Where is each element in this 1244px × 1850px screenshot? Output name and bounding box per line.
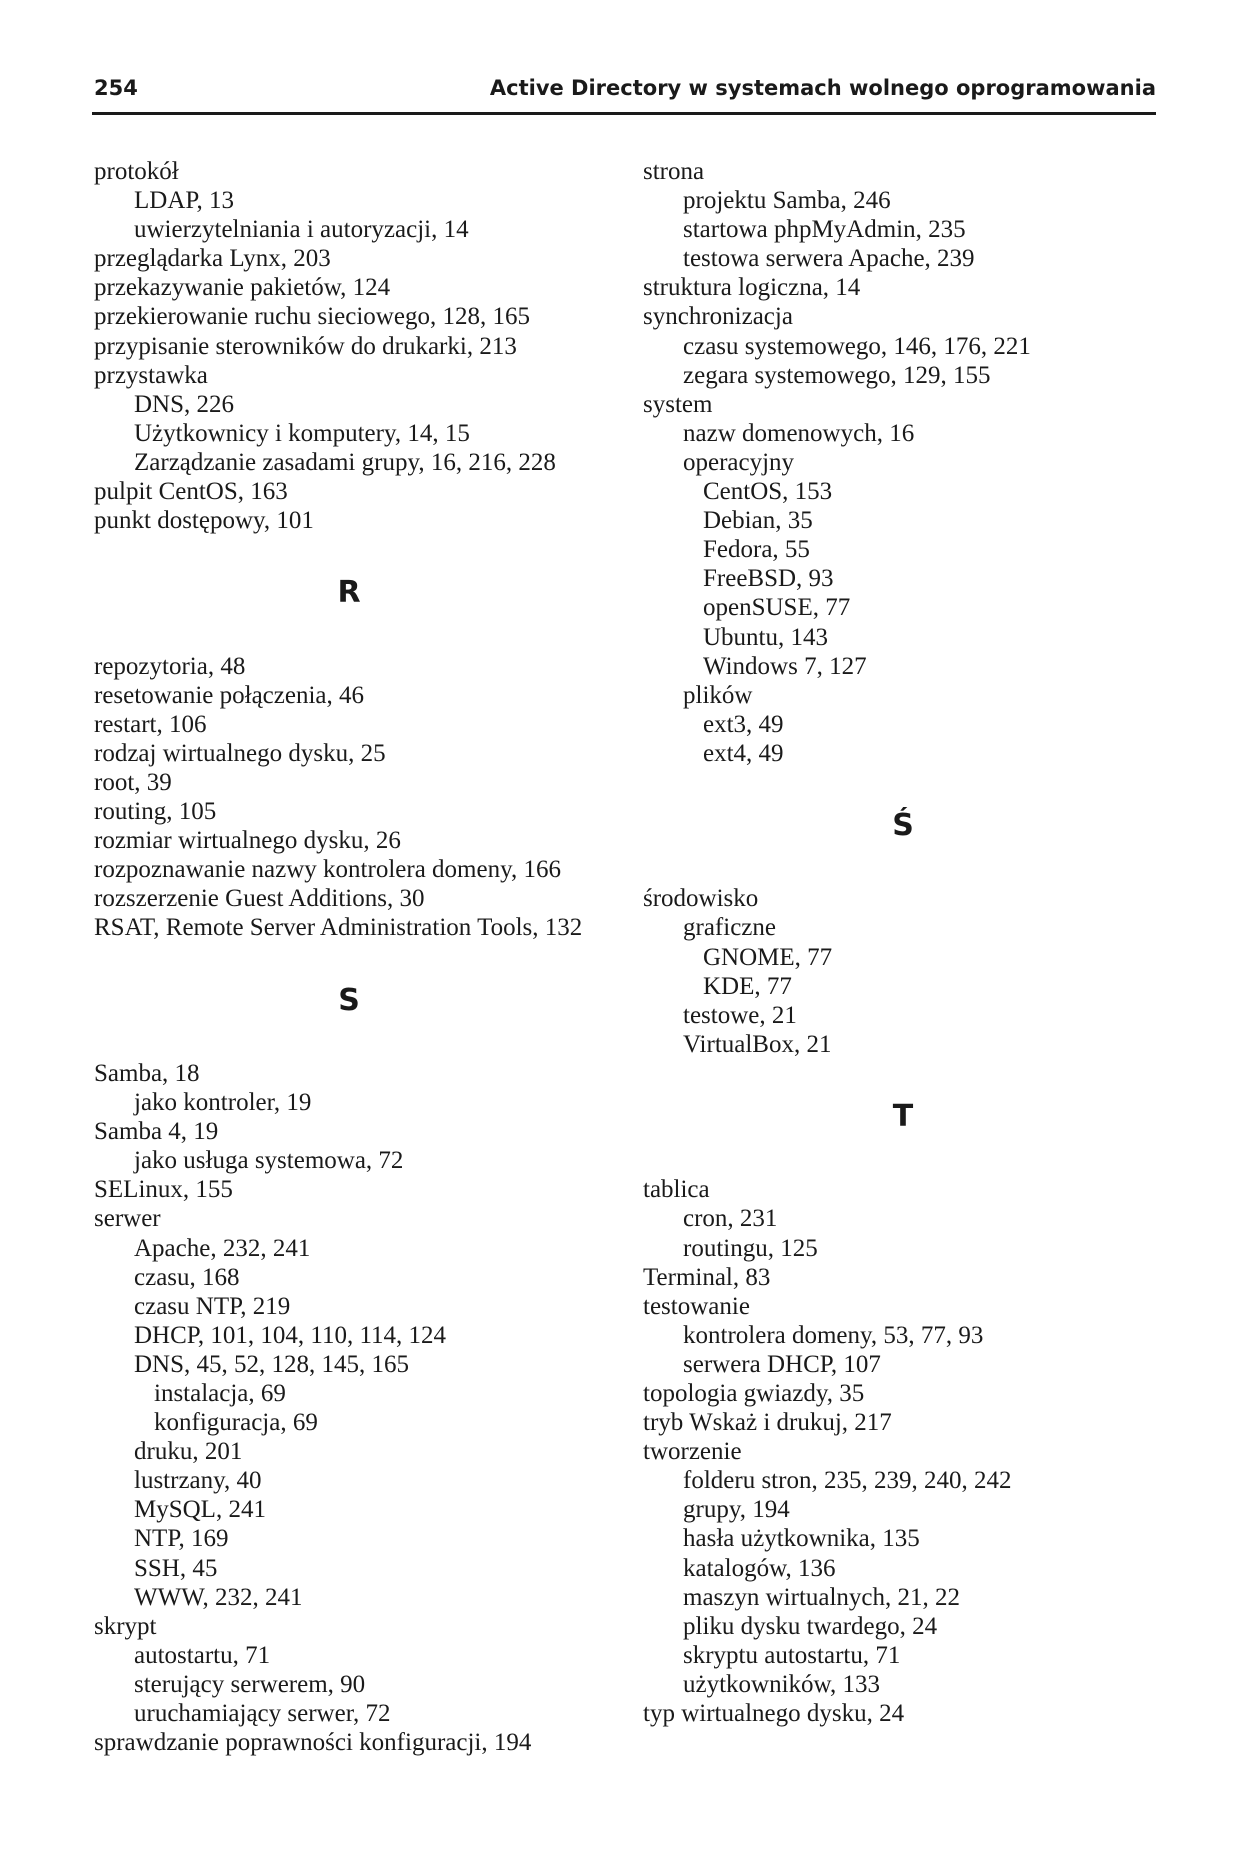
index-subentry: skryptu autostartu, 71 [683,1641,901,1669]
index-subentry: plików [683,681,753,709]
index-subentry: sterujący serwerem, 90 [134,1670,366,1698]
index-entry: typ wirtualnego dysku, 24 [643,1700,905,1727]
index-subentry: ext3, 49 [703,710,784,738]
index-entry: rozmiar wirtualnego dysku, 26 [94,827,401,855]
index-entry: sprawdzanie poprawności konfiguracji, 194 [94,1729,532,1757]
index-entry: Samba, 18 [94,1059,200,1087]
index-subentry: lustrzany, 40 [134,1467,262,1495]
index-subentry: routingu, 125 [683,1234,818,1262]
index-entry: rozszerzenie Guest Additions, 30 [94,885,425,913]
index-subentry: uwierzytelniania i autoryzacji, 14 [134,216,469,244]
index-subentry: DNS, 226 [134,390,235,418]
index-subentry: kontrolera domeny, 53, 77, 93 [683,1321,984,1349]
index-entry: root, 39 [94,768,172,796]
section-letter: Ś [892,807,914,843]
index-entry: pulpit CentOS, 163 [94,478,288,506]
index-subentry: graficzne [683,914,776,942]
index-subentry: uruchamiający serwer, 72 [134,1700,391,1727]
index-subentry: SSH, 45 [134,1554,218,1582]
index-subentry: Apache, 232, 241 [134,1234,311,1262]
index-entry: system [643,390,713,418]
index-subentry: jako usługa systemowa, 72 [134,1147,404,1175]
index-entry: restart, 106 [94,710,207,738]
index-subentry: CentOS, 153 [703,478,833,506]
index-subentry: folderu stron, 235, 239, 240, 242 [683,1467,1012,1495]
index-subentry: Ubuntu, 143 [703,623,828,651]
index-entry: rozpoznawanie nazwy kontrolera domeny, 166 [94,856,561,884]
index-entry: przekazywanie pakietów, 124 [94,274,391,302]
index-subentry: ext4, 49 [703,739,784,767]
index-subentry: czasu, 168 [134,1263,240,1291]
index-entry: protokół [94,158,179,185]
index-entry: resetowanie połączenia, 46 [94,681,365,709]
running-title: Active Directory w systemach wolnego oprogramowania [489,76,1156,100]
index-subentry: Debian, 35 [703,507,813,535]
index-entry: skrypt [94,1612,157,1640]
index-subentry: katalogów, 136 [683,1554,836,1582]
section-letter: S [338,982,360,1018]
index-entry: środowisko [643,885,759,913]
index-entry: tryb Wskaż i drukuj, 217 [643,1409,892,1437]
index-subentry: LDAP, 13 [134,187,235,215]
index-subentry: Fedora, 55 [703,536,810,564]
index-subentry: nazw domenowych, 16 [683,419,915,447]
index-subentry: KDE, 77 [703,972,792,1000]
index-column-left [94,157,604,1757]
index-subentry: VirtualBox, 21 [683,1030,832,1058]
index-entry: repozytoria, 48 [94,652,246,680]
index-column-right [643,157,1163,1728]
index-entry: przeglądarka Lynx, 203 [94,245,331,273]
section-letter: T [892,1098,914,1134]
index-subentry: pliku dysku twardego, 24 [683,1612,938,1640]
index-subentry: testowa serwera Apache, 239 [683,245,975,273]
index-subentry: zegara systemowego, 129, 155 [683,361,991,389]
index-entry: routing, 105 [94,798,217,826]
index-subentry: DNS, 45, 52, 128, 145, 165 [134,1350,410,1378]
index-entry: topologia gwiazdy, 35 [643,1379,865,1407]
index-subentry: czasu NTP, 219 [134,1292,291,1320]
index-entry: struktura logiczna, 14 [643,274,861,302]
index-subentry: projektu Samba, 246 [683,187,891,215]
index-subentry: Windows 7, 127 [703,652,867,680]
index-subentry: WWW, 232, 241 [134,1583,303,1611]
index-subentry: użytkowników, 133 [683,1670,880,1698]
section-letter: R [337,575,361,611]
index-entry: RSAT, Remote Server Administration Tools, 132 [94,914,583,942]
index-entry: tablica [643,1176,710,1204]
index-entry: SELinux, 155 [94,1176,233,1204]
index-subentry: Zarządzanie zasadami grupy, 16, 216, 228 [134,448,556,476]
index-subentry: testowe, 21 [683,1001,797,1029]
index-subentry: grupy, 194 [683,1496,790,1524]
index-subentry: maszyn wirtualnych, 21, 22 [683,1583,961,1611]
index-subentry: MySQL, 241 [134,1496,266,1524]
index-subentry: startowa phpMyAdmin, 235 [683,216,966,244]
page-header [92,72,1156,115]
index-entry: synchronizacja [643,303,793,331]
index-entry: rodzaj wirtualnego dysku, 25 [94,739,386,767]
index-entry: przekierowanie ruchu sieciowego, 128, 165 [94,303,530,331]
index-entry: Terminal, 83 [643,1263,771,1291]
index-entry: strona [643,158,705,185]
index-entry: tworzenie [643,1438,742,1466]
index-subentry: operacyjny [683,448,795,476]
index-subentry: Użytkownicy i komputery, 14, 15 [134,419,470,447]
index-entry: przystawka [94,361,208,389]
index-subentry: DHCP, 101, 104, 110, 114, 124 [134,1321,447,1349]
page-number: 254 [94,76,138,100]
index-entry: przypisanie sterowników do drukarki, 213 [94,332,517,360]
index-entry: punkt dostępowy, 101 [94,507,314,535]
index-entry: testowanie [643,1292,750,1320]
index-subentry: NTP, 169 [134,1525,229,1553]
index-subentry: openSUSE, 77 [703,594,851,622]
index-subentry: druku, 201 [134,1438,243,1466]
index-subentry: konfiguracja, 69 [154,1409,318,1437]
index-subentry: FreeBSD, 93 [703,565,834,593]
index-subentry: cron, 231 [683,1205,778,1233]
index-entry: serwer [94,1205,161,1233]
index-subentry: hasła użytkownika, 135 [683,1525,920,1553]
index-subentry: instalacja, 69 [154,1379,286,1407]
index-subentry: autostartu, 71 [134,1641,271,1669]
index-subentry: GNOME, 77 [703,943,833,971]
index-entry: Samba 4, 19 [94,1118,219,1146]
index-subentry: jako kontroler, 19 [134,1089,312,1117]
index-subentry: serwera DHCP, 107 [683,1350,881,1378]
index-subentry: czasu systemowego, 146, 176, 221 [683,332,1031,360]
